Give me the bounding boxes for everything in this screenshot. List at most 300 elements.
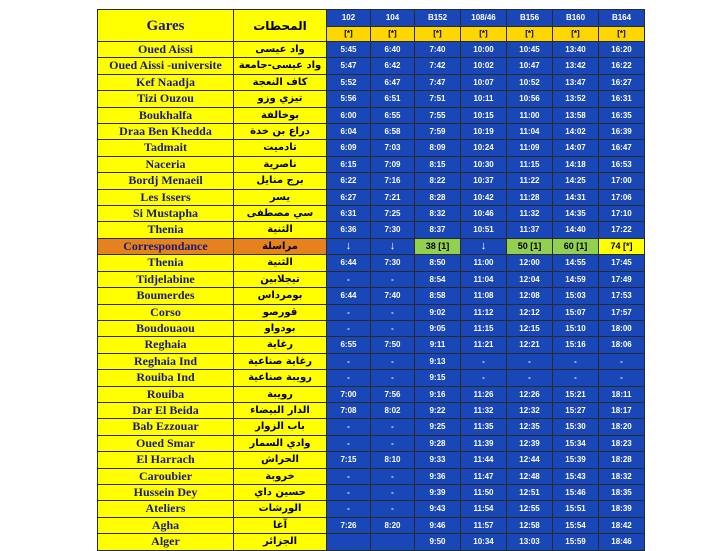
departure-time: 11:50 bbox=[461, 484, 507, 500]
station-name-arabic: الجزائر bbox=[234, 534, 327, 550]
station-row bbox=[98, 501, 645, 517]
station-row bbox=[98, 353, 645, 369]
station-name-arabic: تادميت bbox=[234, 140, 327, 156]
station-row bbox=[98, 419, 645, 435]
departure-time: 6:15 bbox=[327, 156, 371, 172]
departure-time: 8:37 bbox=[415, 222, 461, 238]
departure-time: 9:22 bbox=[415, 402, 461, 418]
departure-time: 16:22 bbox=[599, 58, 645, 74]
station-name-arabic: الورشات bbox=[234, 501, 327, 517]
station-row bbox=[98, 304, 645, 320]
header-arabic: المحطات bbox=[234, 10, 327, 42]
departure-time: 11:39 bbox=[461, 435, 507, 451]
departure-time: 5:56 bbox=[327, 91, 371, 107]
station-name: Les Issers bbox=[98, 189, 234, 205]
departure-time: 10:24 bbox=[461, 140, 507, 156]
departure-time: 12:00 bbox=[507, 255, 553, 271]
departure-time: 10:00 bbox=[461, 42, 507, 58]
correspondance-train: 60 [1] bbox=[553, 238, 599, 254]
station-name: Thenia bbox=[98, 255, 234, 271]
departure-time: 7:47 bbox=[415, 74, 461, 90]
departure-time: 6:00 bbox=[327, 107, 371, 123]
station-row bbox=[98, 517, 645, 533]
station-name-arabic: رغاية bbox=[234, 337, 327, 353]
departure-time: 9:46 bbox=[415, 517, 461, 533]
station-name-arabic: كاف النعجة bbox=[234, 74, 327, 90]
departure-time: 11:04 bbox=[461, 271, 507, 287]
departure-time: 17:00 bbox=[599, 173, 645, 189]
departure-time: 11:28 bbox=[507, 189, 553, 205]
station-row bbox=[98, 271, 645, 287]
departure-time: 10:15 bbox=[461, 107, 507, 123]
station-row bbox=[98, 74, 645, 90]
departure-time: 12:58 bbox=[507, 517, 553, 533]
station-name: Bab Ezzouar bbox=[98, 419, 234, 435]
departure-time: 15:43 bbox=[553, 468, 599, 484]
station-name: Tizi Ouzou bbox=[98, 91, 234, 107]
departure-time: 17:49 bbox=[599, 271, 645, 287]
station-row bbox=[98, 222, 645, 238]
departure-time: 7:15 bbox=[327, 452, 371, 468]
departure-time: 9:50 bbox=[415, 534, 461, 550]
station-row bbox=[98, 107, 645, 123]
departure-time: 11:54 bbox=[461, 501, 507, 517]
station-name-arabic: يسر bbox=[234, 189, 327, 205]
departure-time: - bbox=[327, 435, 371, 451]
station-name: Reghaia bbox=[98, 337, 234, 353]
departure-time: 12:12 bbox=[507, 304, 553, 320]
station-name-arabic: ناصرية bbox=[234, 156, 327, 172]
departure-time: 15:34 bbox=[553, 435, 599, 451]
departure-time: 7:21 bbox=[371, 189, 415, 205]
departure-time: 12:35 bbox=[507, 419, 553, 435]
station-name: El Harrach bbox=[98, 452, 234, 468]
station-name: Ateliers bbox=[98, 501, 234, 517]
station-name: Oued Aissi -universite bbox=[98, 58, 234, 74]
departure-time: 11:15 bbox=[507, 156, 553, 172]
departure-time: 15:16 bbox=[553, 337, 599, 353]
station-name-arabic: واد عيسى bbox=[234, 42, 327, 58]
departure-time: 6:55 bbox=[371, 107, 415, 123]
departure-time: - bbox=[371, 370, 415, 386]
departure-time: 6:58 bbox=[371, 124, 415, 140]
timetable-container bbox=[97, 9, 645, 551]
station-name-arabic: رويبة صناعية bbox=[234, 370, 327, 386]
departure-time: 11:12 bbox=[461, 304, 507, 320]
departure-time: 11:22 bbox=[507, 173, 553, 189]
departure-time: 16:35 bbox=[599, 107, 645, 123]
departure-time: 10:47 bbox=[507, 58, 553, 74]
departure-time: 11:32 bbox=[507, 206, 553, 222]
departure-time: 11:57 bbox=[461, 517, 507, 533]
train-number: B160 bbox=[553, 10, 599, 27]
correspondance-train: 38 [1] bbox=[415, 238, 461, 254]
departure-time: 11:04 bbox=[507, 124, 553, 140]
departure-time: 6:31 bbox=[327, 206, 371, 222]
departure-time: 12:55 bbox=[507, 501, 553, 517]
departure-time: - bbox=[371, 320, 415, 336]
station-name-arabic: باب الزوار bbox=[234, 419, 327, 435]
departure-time: 13:40 bbox=[553, 42, 599, 58]
departure-time: 16:47 bbox=[599, 140, 645, 156]
departure-time: 7:51 bbox=[415, 91, 461, 107]
departure-time bbox=[327, 534, 371, 550]
departure-time: 18:46 bbox=[599, 534, 645, 550]
train-flag: [*] bbox=[415, 27, 461, 42]
departure-time: 8:32 bbox=[415, 206, 461, 222]
departure-time: - bbox=[371, 484, 415, 500]
departure-time: 15:46 bbox=[553, 484, 599, 500]
station-name: Thenia bbox=[98, 222, 234, 238]
departure-time: 8:58 bbox=[415, 288, 461, 304]
station-name: Si Mustapha bbox=[98, 206, 234, 222]
station-name-arabic: دراع بن خدة bbox=[234, 124, 327, 140]
departure-time: 12:32 bbox=[507, 402, 553, 418]
departure-time: 9:16 bbox=[415, 386, 461, 402]
departure-time: 7:08 bbox=[327, 402, 371, 418]
departure-time: 13:52 bbox=[553, 91, 599, 107]
station-row bbox=[98, 484, 645, 500]
departure-time: 6:44 bbox=[327, 288, 371, 304]
departure-time: 11:37 bbox=[507, 222, 553, 238]
station-name-arabic: وادي السمار bbox=[234, 435, 327, 451]
down-arrow-icon: ↓ bbox=[371, 238, 415, 254]
departure-time: 5:45 bbox=[327, 42, 371, 58]
station-name-arabic: واد عيسى-جامعة bbox=[234, 58, 327, 74]
departure-time: 10:42 bbox=[461, 189, 507, 205]
station-row bbox=[98, 468, 645, 484]
departure-time: 13:47 bbox=[553, 74, 599, 90]
departure-time: 7:42 bbox=[415, 58, 461, 74]
departure-time: 6:04 bbox=[327, 124, 371, 140]
departure-time: 18:17 bbox=[599, 402, 645, 418]
station-row bbox=[98, 337, 645, 353]
departure-time: 6:42 bbox=[371, 58, 415, 74]
departure-time: 15:30 bbox=[553, 419, 599, 435]
departure-time: 8:22 bbox=[415, 173, 461, 189]
station-name-arabic: سي مصطفى bbox=[234, 206, 327, 222]
departure-time: - bbox=[327, 370, 371, 386]
departure-time: 18:20 bbox=[599, 419, 645, 435]
departure-time: 10:02 bbox=[461, 58, 507, 74]
departure-time: - bbox=[599, 353, 645, 369]
departure-time: - bbox=[371, 501, 415, 517]
departure-time: 12:08 bbox=[507, 288, 553, 304]
departure-time: - bbox=[371, 419, 415, 435]
station-row bbox=[98, 140, 645, 156]
station-name: Corso bbox=[98, 304, 234, 320]
departure-time: 7:26 bbox=[327, 517, 371, 533]
train-number: B156 bbox=[507, 10, 553, 27]
departure-time: 11:08 bbox=[461, 288, 507, 304]
departure-time: 10:46 bbox=[461, 206, 507, 222]
station-name: Hussein Dey bbox=[98, 484, 234, 500]
departure-time: - bbox=[461, 370, 507, 386]
departure-time: - bbox=[553, 370, 599, 386]
departure-time: 10:30 bbox=[461, 156, 507, 172]
departure-time: 6:44 bbox=[327, 255, 371, 271]
departure-time: 10:11 bbox=[461, 91, 507, 107]
train-number: 108/46 bbox=[461, 10, 507, 27]
departure-time: 14:59 bbox=[553, 271, 599, 287]
departure-time: 15:03 bbox=[553, 288, 599, 304]
departure-time: 5:52 bbox=[327, 74, 371, 90]
station-row bbox=[98, 288, 645, 304]
station-name-arabic: رغاية صناعية bbox=[234, 353, 327, 369]
station-name: Boudouaou bbox=[98, 320, 234, 336]
departure-time: - bbox=[327, 501, 371, 517]
departure-time: 10:37 bbox=[461, 173, 507, 189]
departure-time: 7:56 bbox=[371, 386, 415, 402]
train-flag: [*] bbox=[461, 27, 507, 42]
departure-time: 12:26 bbox=[507, 386, 553, 402]
station-row bbox=[98, 124, 645, 140]
departure-time: 18:28 bbox=[599, 452, 645, 468]
station-row bbox=[98, 386, 645, 402]
station-row bbox=[98, 370, 645, 386]
departure-time: 10:19 bbox=[461, 124, 507, 140]
correspondance-train: 74 [*] bbox=[599, 238, 645, 254]
departure-time: 6:55 bbox=[327, 337, 371, 353]
station-row bbox=[98, 91, 645, 107]
departure-time: 9:33 bbox=[415, 452, 461, 468]
header-gares: Gares bbox=[98, 10, 234, 42]
departure-time: 9:36 bbox=[415, 468, 461, 484]
departure-time: 11:44 bbox=[461, 452, 507, 468]
station-name-arabic: الحراش bbox=[234, 452, 327, 468]
correspondance-train: 50 [1] bbox=[507, 238, 553, 254]
station-name: Boukhalfa bbox=[98, 107, 234, 123]
departure-time: 16:53 bbox=[599, 156, 645, 172]
departure-time: - bbox=[599, 370, 645, 386]
departure-time: - bbox=[371, 271, 415, 287]
departure-time: 16:39 bbox=[599, 124, 645, 140]
departure-time: 7:16 bbox=[371, 173, 415, 189]
station-name: Draa Ben Khedda bbox=[98, 124, 234, 140]
departure-time: 18:00 bbox=[599, 320, 645, 336]
departure-time: 16:27 bbox=[599, 74, 645, 90]
departure-time: 14:07 bbox=[553, 140, 599, 156]
departure-time: 8:15 bbox=[415, 156, 461, 172]
station-name: Agha bbox=[98, 517, 234, 533]
station-name-arabic: بومرداس bbox=[234, 288, 327, 304]
departure-time: 7:03 bbox=[371, 140, 415, 156]
departure-time: 8:54 bbox=[415, 271, 461, 287]
station-row bbox=[98, 452, 645, 468]
departure-time: 15:07 bbox=[553, 304, 599, 320]
departure-time: 17:45 bbox=[599, 255, 645, 271]
departure-time: 15:10 bbox=[553, 320, 599, 336]
timetable-body bbox=[98, 10, 645, 551]
train-flag: [*] bbox=[327, 27, 371, 42]
departure-time: 12:21 bbox=[507, 337, 553, 353]
station-name-arabic: تيزي وزو bbox=[234, 91, 327, 107]
departure-time: 15:39 bbox=[553, 452, 599, 468]
departure-time: 18:32 bbox=[599, 468, 645, 484]
departure-time: 8:10 bbox=[371, 452, 415, 468]
departure-time: 11:09 bbox=[507, 140, 553, 156]
departure-time: - bbox=[461, 353, 507, 369]
station-row bbox=[98, 435, 645, 451]
train-number: 104 bbox=[371, 10, 415, 27]
departure-time: 14:40 bbox=[553, 222, 599, 238]
departure-time: - bbox=[327, 304, 371, 320]
departure-time: 16:31 bbox=[599, 91, 645, 107]
departure-time: 8:02 bbox=[371, 402, 415, 418]
departure-time: 10:51 bbox=[461, 222, 507, 238]
station-name: Kef Naadja bbox=[98, 74, 234, 90]
departure-time: 17:06 bbox=[599, 189, 645, 205]
departure-time: - bbox=[507, 353, 553, 369]
departure-time bbox=[371, 534, 415, 550]
departure-time: 7:40 bbox=[415, 42, 461, 58]
station-row bbox=[98, 255, 645, 271]
departure-time: 12:39 bbox=[507, 435, 553, 451]
departure-time: 7:59 bbox=[415, 124, 461, 140]
station-row bbox=[98, 173, 645, 189]
departure-time: 11:21 bbox=[461, 337, 507, 353]
station-name: Oued Aissi bbox=[98, 42, 234, 58]
station-name: Tidjelabine bbox=[98, 271, 234, 287]
departure-time: 6:36 bbox=[327, 222, 371, 238]
station-row bbox=[98, 320, 645, 336]
station-name: Tadmait bbox=[98, 140, 234, 156]
station-name-arabic: الثنية bbox=[234, 222, 327, 238]
station-name-arabic: الدار البيضاء bbox=[234, 402, 327, 418]
station-name-arabic: برج منايل bbox=[234, 173, 327, 189]
departure-time: 7:55 bbox=[415, 107, 461, 123]
station-row bbox=[98, 189, 645, 205]
departure-time: 5:47 bbox=[327, 58, 371, 74]
departure-time: 6:22 bbox=[327, 173, 371, 189]
departure-time: 15:21 bbox=[553, 386, 599, 402]
departure-time: - bbox=[371, 468, 415, 484]
station-name-arabic: حسين داي bbox=[234, 484, 327, 500]
departure-time: 7:40 bbox=[371, 288, 415, 304]
departure-time: 9:39 bbox=[415, 484, 461, 500]
station-row bbox=[98, 206, 645, 222]
station-name-arabic: تيجلابين bbox=[234, 271, 327, 287]
station-name: Oued Smar bbox=[98, 435, 234, 451]
departure-time: 6:51 bbox=[371, 91, 415, 107]
departure-time: 17:57 bbox=[599, 304, 645, 320]
station-name: Caroubier bbox=[98, 468, 234, 484]
station-name: Rouiba bbox=[98, 386, 234, 402]
train-flag: [*] bbox=[599, 27, 645, 42]
station-name-arabic: رويبة bbox=[234, 386, 327, 402]
correspondance-label: Correspondance bbox=[98, 238, 234, 254]
departure-time: 13:03 bbox=[507, 534, 553, 550]
departure-time: - bbox=[371, 304, 415, 320]
departure-time: - bbox=[371, 353, 415, 369]
departure-time: 10:52 bbox=[507, 74, 553, 90]
train-number: 102 bbox=[327, 10, 371, 27]
train-flag: [*] bbox=[507, 27, 553, 42]
correspondance-label-arabic: مراسلة bbox=[234, 238, 327, 254]
station-name-arabic: قورصو bbox=[234, 304, 327, 320]
departure-time: 11:35 bbox=[461, 419, 507, 435]
departure-time: - bbox=[327, 320, 371, 336]
station-name: Rouiba Ind bbox=[98, 370, 234, 386]
departure-time: 9:13 bbox=[415, 353, 461, 369]
departure-time: 12:44 bbox=[507, 452, 553, 468]
down-arrow-icon: ↓ bbox=[461, 238, 507, 254]
station-row bbox=[98, 402, 645, 418]
departure-time: 10:45 bbox=[507, 42, 553, 58]
station-name: Naceria bbox=[98, 156, 234, 172]
departure-time: 6:27 bbox=[327, 189, 371, 205]
departure-time: 9:05 bbox=[415, 320, 461, 336]
station-name: Bordj Menaeil bbox=[98, 173, 234, 189]
departure-time: - bbox=[327, 271, 371, 287]
departure-time: 14:25 bbox=[553, 173, 599, 189]
departure-time: - bbox=[327, 468, 371, 484]
departure-time: 11:32 bbox=[461, 402, 507, 418]
station-row bbox=[98, 58, 645, 74]
station-name: Alger bbox=[98, 534, 234, 550]
departure-time: - bbox=[371, 435, 415, 451]
departure-time: 18:39 bbox=[599, 501, 645, 517]
train-number: B152 bbox=[415, 10, 461, 27]
departure-time: 8:09 bbox=[415, 140, 461, 156]
departure-time: 7:25 bbox=[371, 206, 415, 222]
departure-time: - bbox=[327, 353, 371, 369]
departure-time: 7:30 bbox=[371, 255, 415, 271]
departure-time: 12:48 bbox=[507, 468, 553, 484]
departure-time: 6:47 bbox=[371, 74, 415, 90]
station-name-arabic: خروبة bbox=[234, 468, 327, 484]
departure-time: 11:00 bbox=[461, 255, 507, 271]
station-name-arabic: بودواو bbox=[234, 320, 327, 336]
train-flag: [*] bbox=[553, 27, 599, 42]
down-arrow-icon: ↓ bbox=[327, 238, 371, 254]
departure-time: 9:25 bbox=[415, 419, 461, 435]
departure-time: 8:50 bbox=[415, 255, 461, 271]
train-timetable bbox=[97, 9, 645, 551]
departure-time: 9:02 bbox=[415, 304, 461, 320]
departure-time: 18:35 bbox=[599, 484, 645, 500]
departure-time: 10:56 bbox=[507, 91, 553, 107]
departure-time: 7:30 bbox=[371, 222, 415, 238]
departure-time: 7:50 bbox=[371, 337, 415, 353]
departure-time: 11:15 bbox=[461, 320, 507, 336]
train-number: B164 bbox=[599, 10, 645, 27]
departure-time: 14:18 bbox=[553, 156, 599, 172]
departure-time: - bbox=[327, 484, 371, 500]
station-name: Boumerdes bbox=[98, 288, 234, 304]
departure-time: 8:28 bbox=[415, 189, 461, 205]
departure-time: 13:58 bbox=[553, 107, 599, 123]
departure-time: 6:40 bbox=[371, 42, 415, 58]
departure-time: 11:00 bbox=[507, 107, 553, 123]
station-name: Reghaia Ind bbox=[98, 353, 234, 369]
departure-time: 7:00 bbox=[327, 386, 371, 402]
station-name-arabic: الثنية bbox=[234, 255, 327, 271]
departure-time: 15:51 bbox=[553, 501, 599, 517]
departure-time: 9:15 bbox=[415, 370, 461, 386]
departure-time: 9:43 bbox=[415, 501, 461, 517]
departure-time: 14:31 bbox=[553, 189, 599, 205]
departure-time: 10:07 bbox=[461, 74, 507, 90]
departure-time: 13:42 bbox=[553, 58, 599, 74]
station-row bbox=[98, 534, 645, 550]
station-row bbox=[98, 42, 645, 58]
departure-time: 17:53 bbox=[599, 288, 645, 304]
departure-time: 15:59 bbox=[553, 534, 599, 550]
departure-time: 16:20 bbox=[599, 42, 645, 58]
station-name-arabic: بوخالفة bbox=[234, 107, 327, 123]
departure-time: - bbox=[553, 353, 599, 369]
